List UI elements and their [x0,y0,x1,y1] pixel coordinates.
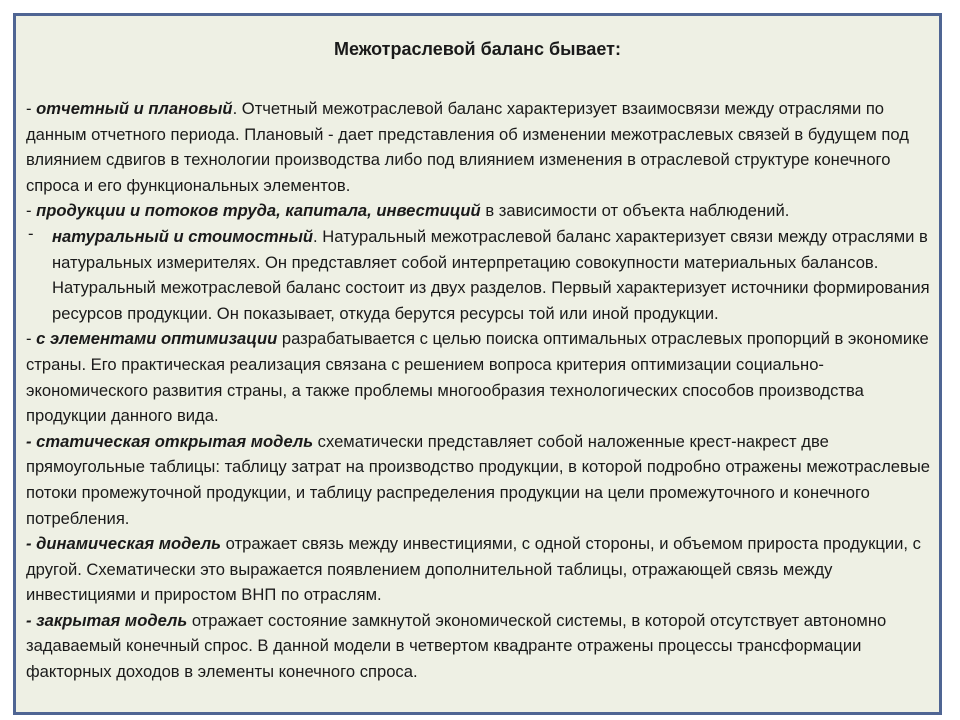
paragraph-text: разрабатывается с целью поиска оптимальных отраслевых пропорций в экономике страны. Его практическая реализация связана с решением вопроса критерия оптимизации социально-экономического развития страны, а также проблемы многообразия технологических способов производства продукции данного вида. [26,329,929,426]
term-optimization: с элементами оптимизации [36,329,278,349]
term-products-flows: продукции и потоков труда, капитала, инвестиций [36,201,481,221]
paragraph-text: . Отчетный межотраслевой баланс характеризует взаимосвязи между отраслями по данным отчетного периода. Плановый - дает представления об изменении межотраслевых связей в будущем под влиянием сдвигов в технологии производства либо под влиянием изменения в отраслевой структуре конечного спроса и его функциональных элементов. [26,99,909,195]
paragraph-text: в зависимости от объекта наблюдений. [480,201,790,221]
term-dynamic-model: динамическая модель [36,534,222,554]
paragraph-products-flows [26,198,938,224]
slide-frame [13,13,942,715]
paragraph-text: . Натуральный межотраслевой баланс характеризует связи между отраслями в натуральных измерителях. Он представляет собой интерпретацию совокупности материальных балансов. Натуральный межотраслевой баланс состоит из двух разделов. Первый характеризует источники формирования ресурсов продукции. Он показывает, откуда берутся ресурсы той или иной продукции. [52,226,930,323]
paragraph-text: отражает связь между инвестициями, с одной стороны, и объемом прироста продукции, с другой. Схематически это выражается появлением дополнительной таблицы, отражающей связь между инвестициями и приростом ВНП по отраслям. [26,534,921,605]
term-static-open-model: статическая открытая модель [36,431,314,451]
paragraph-closed-model [26,608,938,685]
dash-prefix: - [26,201,37,221]
dash-prefix: - [26,534,37,554]
slide-title: Межотраслевой баланс бывает: [334,39,621,59]
dash-prefix: - [26,610,37,630]
paragraph-reporting-planned [26,96,938,198]
paragraph-optimization [26,326,938,428]
paragraph-static-open-model [26,429,938,531]
paragraph-text: отражает состояние замкнутой экономической системы, в которой отсутствует автономно задаваемый конечный спрос. В данной модели в четвертом квадранте отражены процессы трансформации факторных доходов в элементы конечного спроса. [26,610,887,682]
term-reporting-planned: отчетный и плановый [36,99,233,118]
dash-prefix: - [26,329,37,349]
term-closed-model: закрытая модель [36,610,188,630]
slide-body [26,96,938,685]
dash-prefix: - [26,431,37,451]
term-natural-cost: натуральный и стоимостный [52,226,314,246]
dash-prefix: - [28,223,34,243]
paragraph-natural-cost [26,224,938,326]
paragraph-dynamic-model [26,531,938,608]
dash-prefix: - [26,99,37,118]
paragraph-text: схематически представляет собой наложенные крест-накрест две прямоугольные таблицы: таблицу затрат на производство продукции, в которой подробно отражены межотраслевые потоки промежуточной продукции, и таблицу распределения продукции на цели промежуточного и конечного потребления. [26,431,930,528]
